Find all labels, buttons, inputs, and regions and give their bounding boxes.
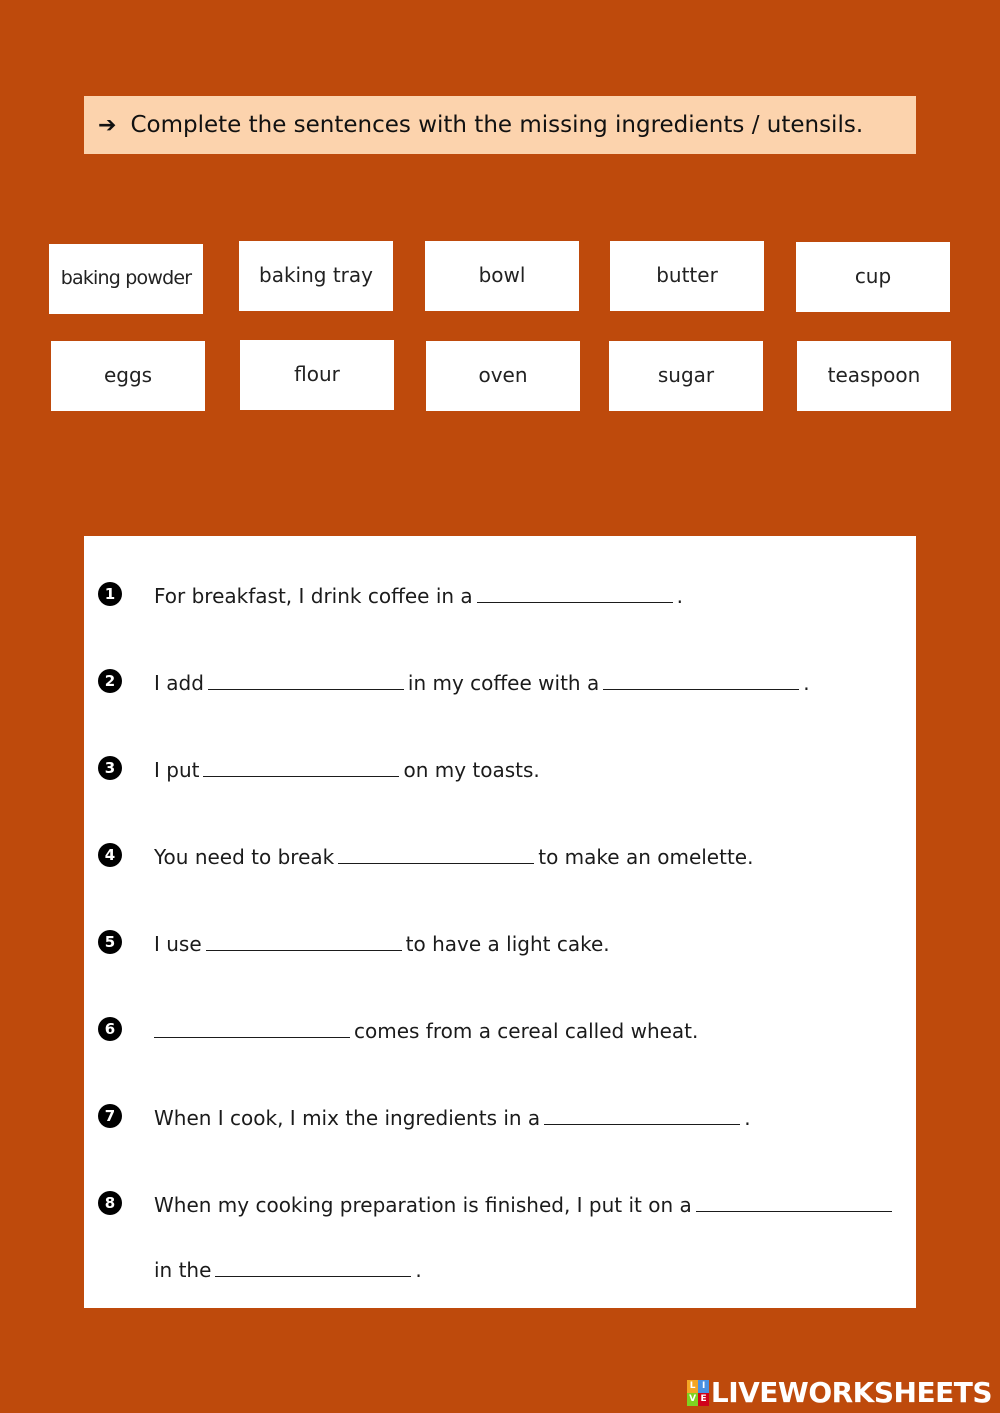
sentence-text: You need to break	[154, 845, 335, 869]
sentences-panel	[84, 536, 916, 1308]
answer-blank[interactable]	[215, 1256, 411, 1277]
sentence-text: I use	[154, 932, 202, 956]
sentence-text: .	[415, 1258, 422, 1282]
word-card-butter[interactable]	[610, 241, 764, 311]
word-card-baking-powder[interactable]	[49, 244, 203, 314]
sentence-text: comes from a cereal called wheat.	[354, 1019, 699, 1043]
number-badge: 6	[98, 1017, 122, 1041]
sentence-text: When I cook, I mix the ingredients in a	[154, 1106, 541, 1130]
sentence-text: .	[676, 584, 684, 608]
sentence-text: For breakfast, I drink coffee in a	[154, 584, 473, 608]
word-card-label: sugar	[657, 363, 715, 387]
sentence-text: .	[803, 671, 810, 695]
word-card-label: flour	[294, 362, 340, 386]
sentence-text: I put	[154, 758, 200, 782]
answer-blank[interactable]	[544, 1104, 740, 1125]
word-card-cup[interactable]	[796, 242, 950, 312]
number-badge: 3	[98, 756, 122, 780]
word-card-sugar[interactable]	[609, 341, 763, 411]
answer-blank[interactable]	[154, 1017, 350, 1038]
number-badge: 7	[98, 1104, 122, 1128]
answer-blank[interactable]	[603, 669, 799, 690]
number-badge: 5	[98, 930, 122, 954]
word-card-teaspoon[interactable]	[797, 341, 951, 411]
word-card-label: baking tray	[259, 263, 373, 287]
brand-name: LIVEWORKSHEETS	[710, 1376, 992, 1409]
number-badge: 8	[98, 1191, 122, 1215]
sentence-text: in my coffee with a	[407, 671, 600, 695]
word-card-flour[interactable]	[240, 340, 394, 410]
word-card-label: butter	[656, 263, 718, 287]
word-card-oven[interactable]	[426, 341, 580, 411]
sentence-text: .	[744, 1106, 751, 1130]
number-badge: 2	[98, 669, 122, 693]
sentence-text: on my toasts.	[403, 758, 540, 782]
sentence-text: to have a light cake.	[405, 932, 610, 956]
word-card-eggs[interactable]	[51, 341, 205, 411]
sentence-text: to make an omelette.	[538, 845, 754, 869]
number-badge: 4	[98, 843, 122, 867]
answer-blank[interactable]	[208, 669, 404, 690]
sentence-text: I add	[154, 671, 204, 695]
sentence-8	[98, 1191, 906, 1281]
instruction-banner	[84, 96, 916, 154]
word-card-label: eggs	[103, 363, 153, 387]
logo-icon: L I V E	[687, 1380, 709, 1406]
arrow-icon: ➔	[98, 112, 117, 138]
word-card-label: cup	[854, 264, 892, 288]
word-card-baking-tray[interactable]	[239, 241, 393, 311]
answer-blank[interactable]	[338, 843, 534, 864]
word-card-label: oven	[478, 363, 528, 387]
liveworksheets-logo	[687, 1376, 992, 1409]
word-card-label: baking powder	[60, 267, 192, 289]
word-card-bowl[interactable]	[425, 241, 579, 311]
sentence-text: in the	[154, 1258, 212, 1282]
number-badge: 1	[98, 582, 122, 606]
answer-blank[interactable]	[203, 756, 399, 777]
answer-blank[interactable]	[477, 582, 673, 603]
sentence-text: When my cooking preparation is finished, I put it on a	[154, 1193, 692, 1217]
word-card-label: bowl	[478, 263, 526, 287]
word-card-label: teaspoon	[827, 363, 921, 387]
instruction-text: Complete the sentences with the missing ingredients / utensils.	[130, 112, 864, 138]
answer-blank[interactable]	[696, 1191, 892, 1212]
answer-blank[interactable]	[206, 930, 402, 951]
